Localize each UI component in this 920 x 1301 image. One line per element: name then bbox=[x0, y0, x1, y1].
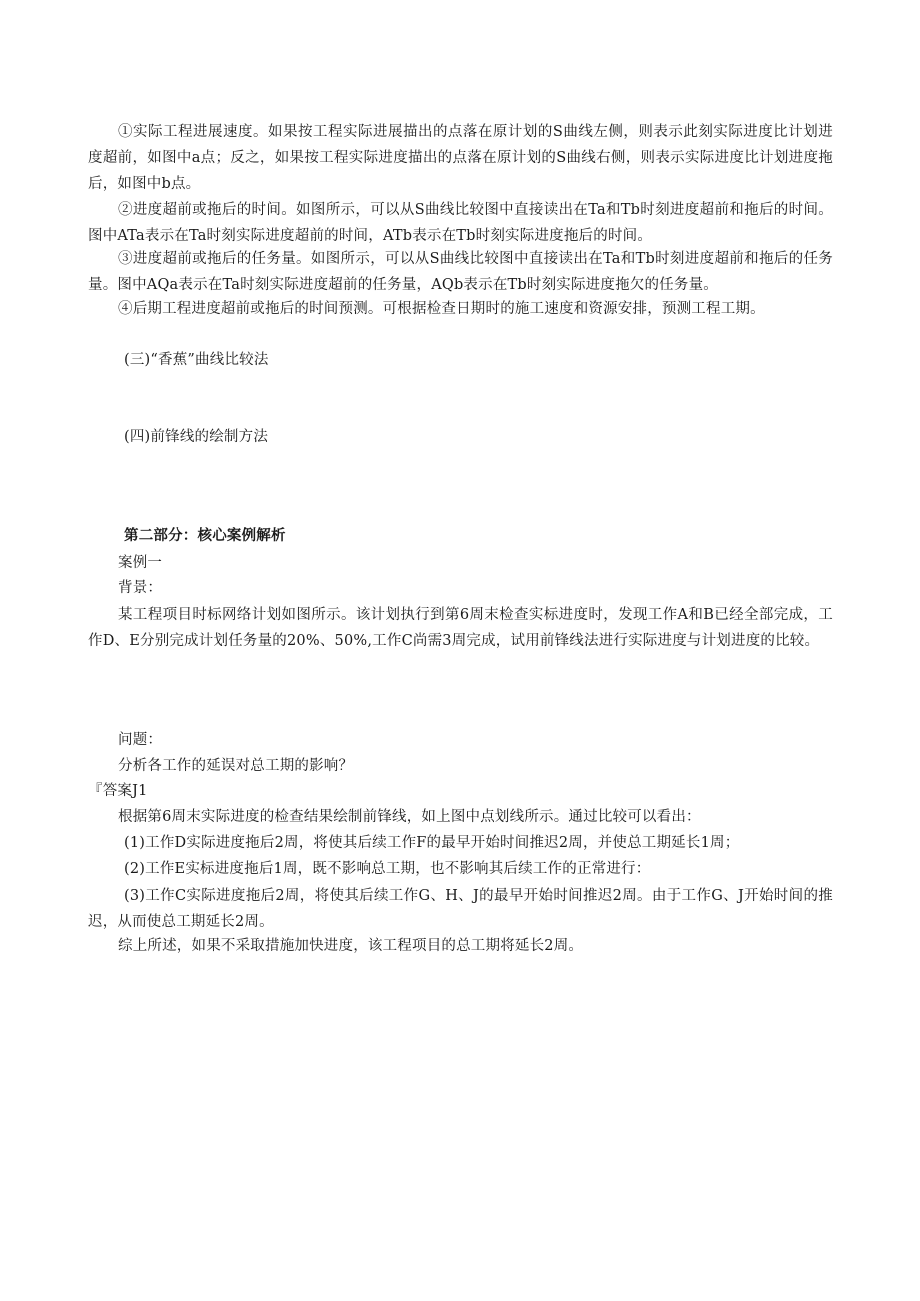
answer-item-1: (1)工作D实际进度拖后2周，将使其后续工作F的最早开始时间推迟2周，并使总工期延长1周； bbox=[124, 835, 740, 851]
answer-item-2: (2)工作E实标进度拖后1周，既不影响总工期，也不影响其后续工作的正常进行： bbox=[124, 861, 651, 877]
analysis-item-4: ④后期工程进度超前或拖后的时间预测。可根据检查日期时的施工速度和资源安排，预测工程工期。 bbox=[118, 301, 765, 317]
question-text: 分析各工作的延误对总工期的影响？ bbox=[118, 758, 354, 774]
analysis-item-2: ②进度超前或拖后的时间。如图所示，可以从S曲线比较图中直接读出在Ta和Tb时刻进度超前和拖后的时间。图中ATa表示在Ta时刻实际进度超前的时间，ATb表示在Tb时刻实际进度拖后的时间。 bbox=[88, 202, 833, 244]
heading-frontline-method: (四)前锋线的绘制方法 bbox=[124, 429, 269, 445]
case-title: 案例一 bbox=[118, 555, 163, 571]
case-background-text: 某工程项目时标网络计划如图所示。该计划执行到第6周末检查实标进度时，发现工作A和B已经全部完成，工作D、E分别完成计划任务量的20%、50%,工作C尚需3周完成，试用前锋线法进行实际进度与计划进度的比较。 bbox=[88, 607, 833, 649]
answer-item-3: (3)工作C实际进度拖后2周，将使其后续工作G、H、J的最早开始时间推迟2周。由于工作G、J开始时间的推迟，从而使总工期延长2周。 bbox=[88, 888, 833, 930]
case-background-label: 背景： bbox=[118, 580, 163, 596]
question-label: 问题： bbox=[118, 732, 163, 748]
analysis-item-3: ③进度超前或拖后的任务量。如图所示，可以从S曲线比较图中直接读出在Ta和Tb时刻进度超前和拖后的任务量。图中AQa表示在Ta时刻实际进度超前的任务量，AQb表示在Tb时刻实际进度拖欠的任务量。 bbox=[88, 251, 833, 293]
answer-conclusion: 综上所述，如果不采取措施加快进度，该工程项目的总工期将延长2周。 bbox=[118, 938, 584, 954]
answer-label: 『答案J1 bbox=[88, 783, 148, 799]
heading-banana-curve: (三)“香蕉”曲线比较法 bbox=[124, 352, 269, 368]
analysis-item-1: ①实际工程进展速度。如果按工程实际进展描出的点落在原计划的S曲线左侧，则表示此刻实际进度比计划进度超前，如图中a点；反之，如果按工程实际进度描出的点落在原计划的S曲线右侧，则表示实际进度比计划进度拖后，如图中b点。 bbox=[88, 124, 833, 192]
heading-part-two: 第二部分：核心案例解析 bbox=[124, 528, 286, 544]
answer-intro: 根据第6周末实际进度的检查结果绘制前锋线，如上图中点划线所示。通过比较可以看出： bbox=[118, 809, 701, 825]
